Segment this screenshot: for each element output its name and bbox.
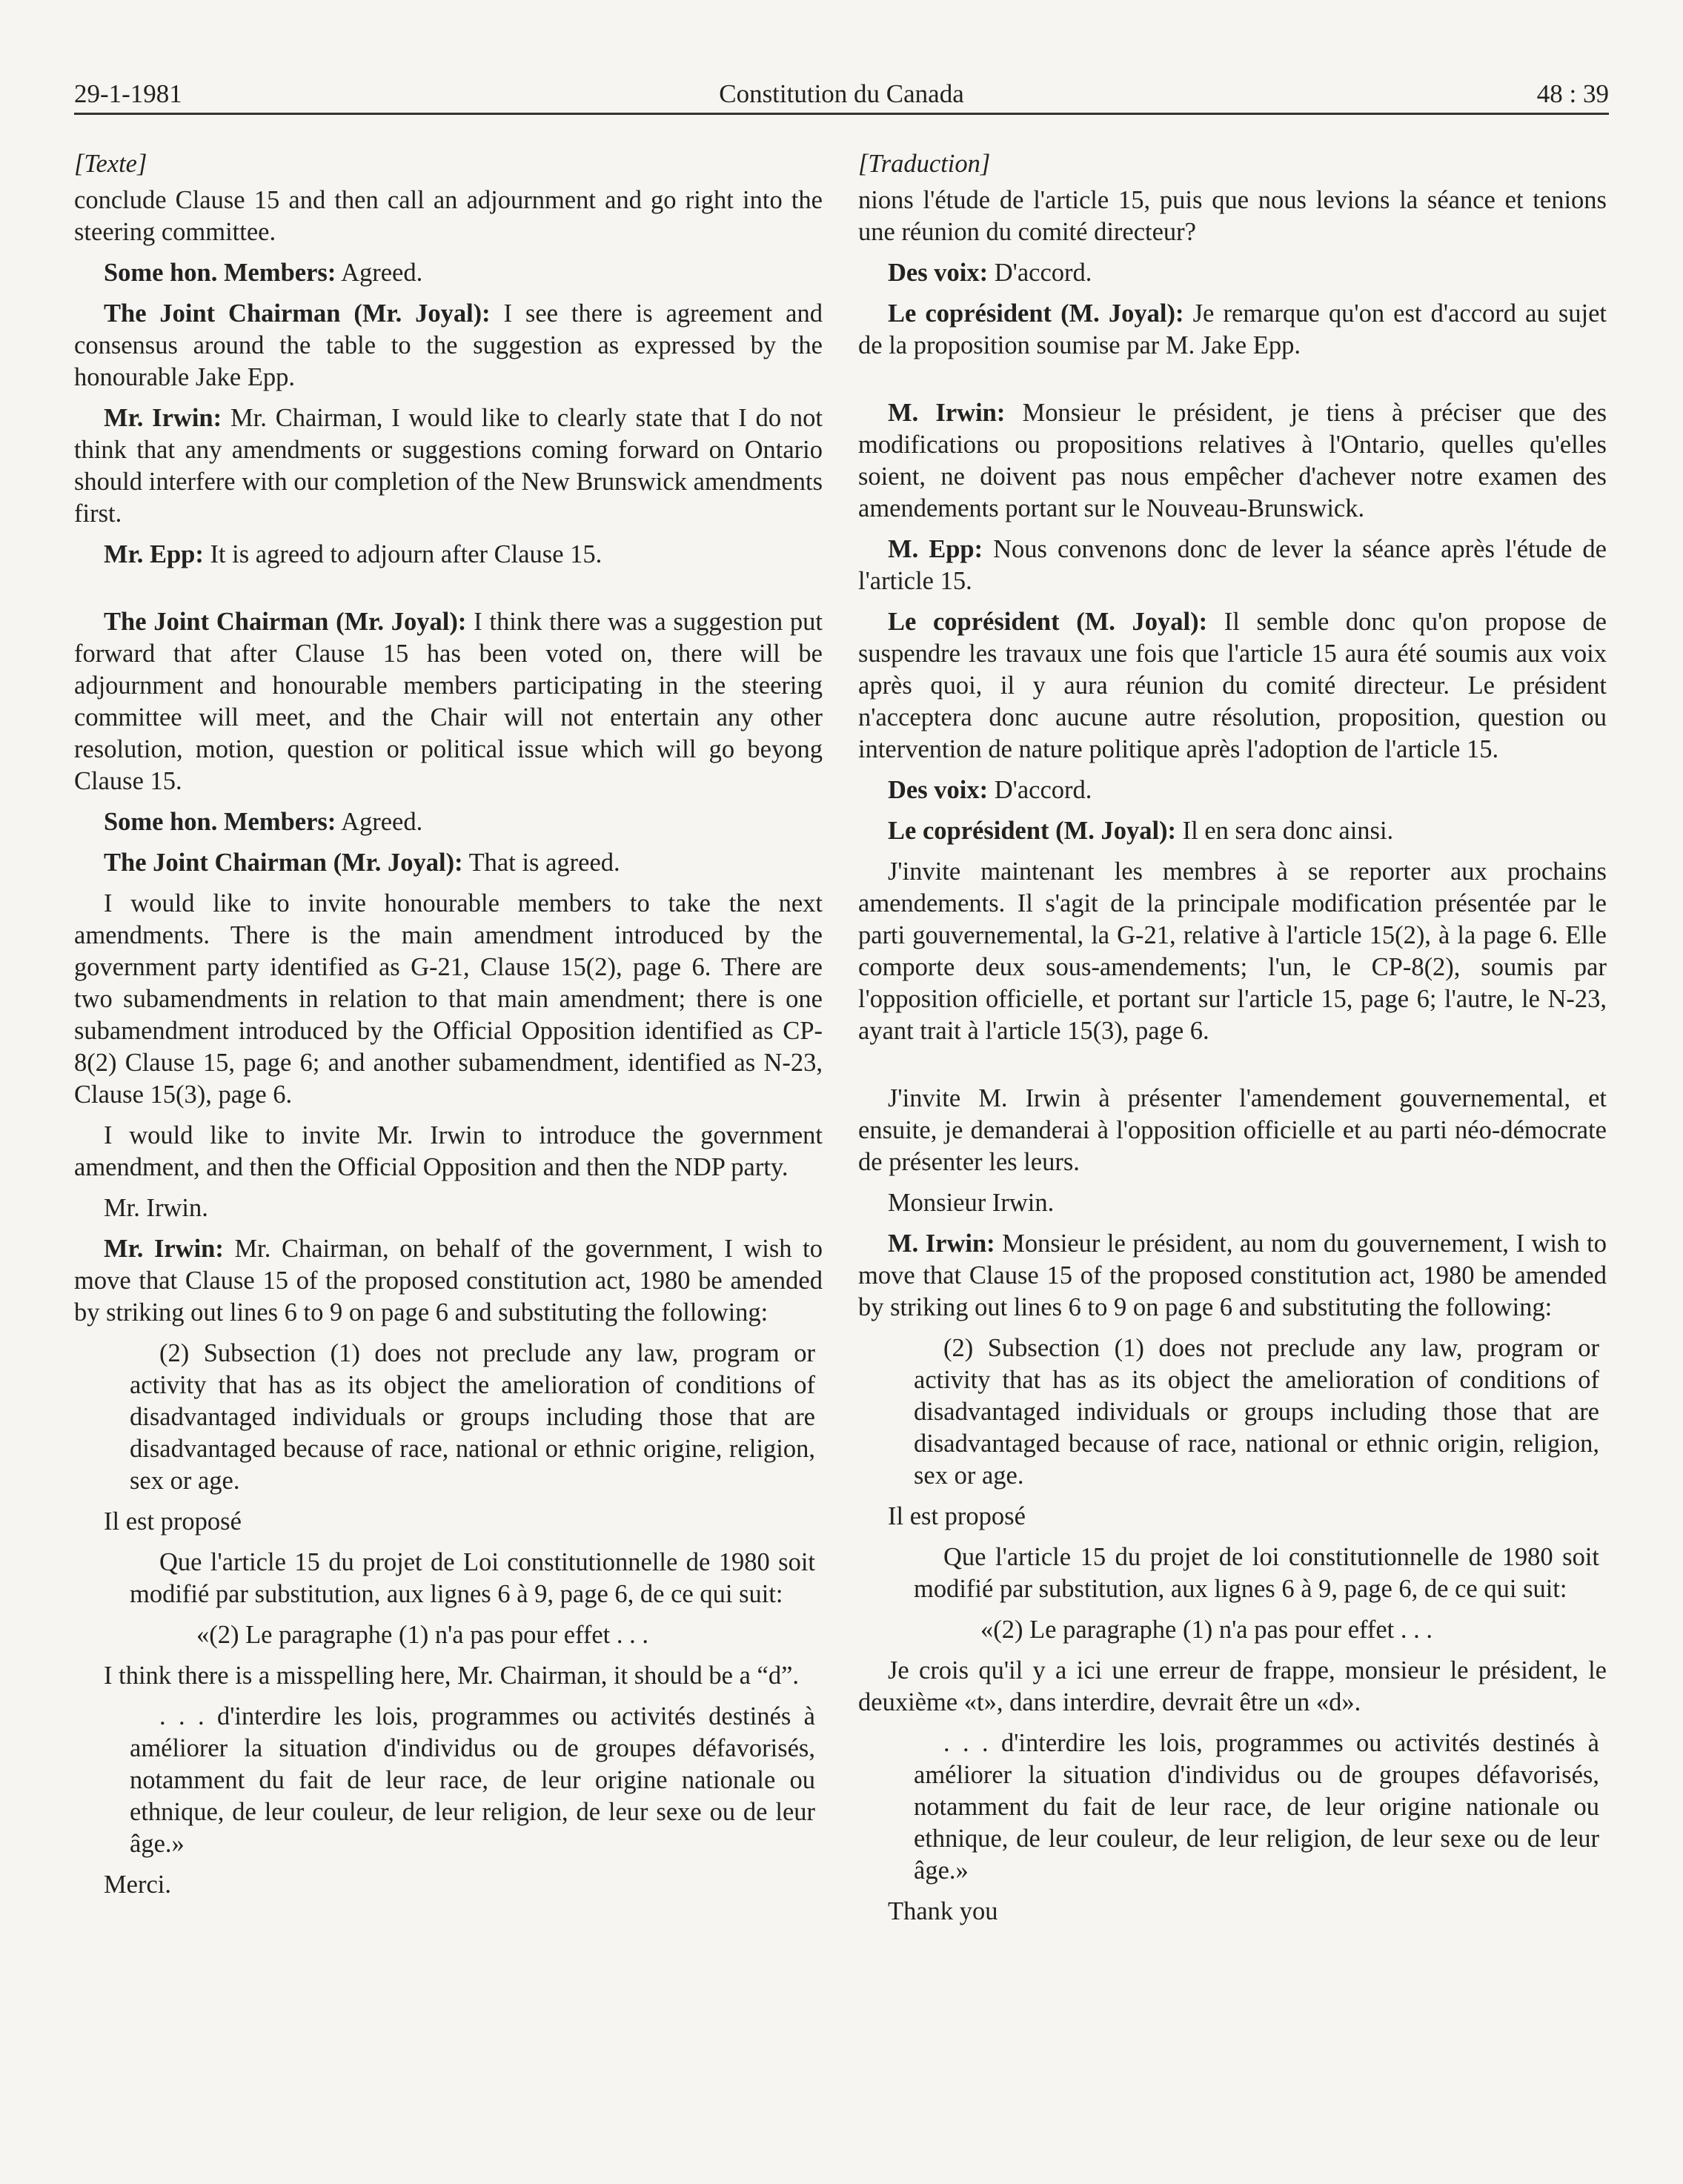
speaker: The Joint Chairman (Mr. Joyal): [104, 849, 463, 877]
speaker: Le coprésident (M. Joyal): [888, 817, 1177, 845]
header-page-number: 48 : 39 [1536, 79, 1609, 108]
paragraph: J'invite M. Irwin à présenter l'amendement gouvernemental, et ensuite, je demanderai à l'opposition officielle et au parti néo-démocrate de présenter les leurs. [858, 1084, 1607, 1176]
speech: Monsieur le président, je tiens à préciser que des modifications ou propositions relatives à l'Ontario, quelles qu'elles soient, ne doivent pas nous empêcher d'achever notre examen des amendements portant sur le Nouveau-Brunswick. [858, 399, 1607, 522]
paragraph: conclude Clause 15 and then call an adjournment and go right into the steering committee. [74, 186, 823, 246]
quoted-text: . . . d'interdire les lois, programmes ou activités destinés à améliorer la situation d'individus ou de groupes défavorisés, notamment du fait de leur race, de leur origine nationale ou ethnique, de leur couleur, de leur religion, de leur sexe ou de leur âge.» [130, 1702, 815, 1858]
paragraph [74, 257, 823, 289]
quoted-subsection: «(2) Le paragraphe (1) n'a pas pour effet . . . [980, 1616, 1433, 1644]
paragraph [74, 806, 823, 838]
paragraph [858, 298, 1607, 362]
paragraph [858, 815, 1607, 847]
paragraph [74, 606, 823, 797]
paragraph: Mr. Irwin. [104, 1194, 208, 1222]
quoted-motion: Que l'article 15 du projet de Loi constitutionnelle de 1980 soit modifié par substitution, aux lignes 6 à 9, page 6, de ce qui suit: [130, 1548, 815, 1608]
paragraph [858, 606, 1607, 766]
english-column [74, 148, 823, 1910]
paragraph: Monsieur Irwin. [888, 1189, 1055, 1217]
paragraph: Il est proposé [104, 1507, 242, 1536]
speaker: Mr. Epp: [104, 540, 204, 568]
paragraph [858, 534, 1607, 597]
quoted-amendment: (2) Subsection (1) does not preclude any law, program or activity that has as its object the amelioration of conditions of disadvantaged individuals or groups including those that are disadvantaged because of race, national or ethnic origin, religion, sex or age. [914, 1334, 1599, 1490]
speech: D'accord. [988, 776, 1092, 804]
speaker: Some hon. Members: [104, 259, 336, 287]
quoted-subsection: «(2) Le paragraphe (1) n'a pas pour effet . . . [196, 1621, 649, 1649]
speech: I think there was a suggestion put forward that after Clause 15 has been voted on, there will be adjournment and honourable members participating in the steering committee will meet, and the Chair will not entertain any other resolution, motion, question or political issue which will go beyong Clause 15. [74, 608, 823, 795]
paragraph [858, 397, 1607, 525]
paragraph: Merci. [104, 1871, 172, 1899]
paragraph: I would like to invite honourable members to take the next amendments. There is the main amendment introduced by the government party identified as G-21, Clause 15(2), page 6. There are two subamendments in relation to that main amendment; there is one subamendment introduced by the Official Opposition identified as CP-8(2) Clause 15, page 6; and another subamendment, identified as N-23, Clause 15(3), page 6. [74, 889, 823, 1109]
paragraph [858, 774, 1607, 806]
speech: Monsieur le président, au nom du gouvernement, I wish to move that Clause 15 of the proposed constitution act, 1980 be amended by striking out lines 6 to 9 on page 6 and substituting the following: [858, 1229, 1607, 1321]
speech: Mr. Chairman, on behalf of the government, I wish to move that Clause 15 of the proposed constitution act, 1980 be amended by striking out lines 6 to 9 on page 6 and substituting the following: [74, 1235, 823, 1327]
paragraph [74, 1233, 823, 1329]
quoted-text: . . . d'interdire les lois, programmes ou activités destinés à améliorer la situation d'individus ou de groupes défavorisés, notamment du fait de leur race, de leur origine nationale ou ethnique, de leur couleur, de leur religion, de leur sexe ou de leur âge.» [914, 1729, 1599, 1885]
speaker: The Joint Chairman (Mr. Joyal): [104, 608, 467, 636]
column-label: [Texte] [74, 150, 147, 178]
paragraph: J'invite maintenant les membres à se reporter aux prochains amendements. Il s'agit de la principale modification présentée par le parti gouvernemental, la G-21, relative à l'article 15(2), à la page 6. Elle comporte deux sous-amendements; l'un, le CP-8(2), soumis par l'opposition officielle, et portant sur l'article 15, page 6; l'autre, le N-23, ayant trait à l'article 15(3), page 6. [858, 857, 1607, 1045]
speech: Il semble donc qu'on propose de suspendre les travaux une fois que l'article 15 aura été soumis aux voix après quoi, il y aura réunion du comité directeur. Le président n'acceptera donc aucune autre résolution, proposition, question ou intervention de nature politique après l'adoption de l'article 15. [858, 608, 1607, 763]
speaker: Des voix: [888, 776, 989, 804]
paragraph: I think there is a misspelling here, Mr. Chairman, it should be a “d”. [104, 1662, 800, 1690]
paragraph: Thank you [888, 1897, 998, 1925]
paragraph [74, 298, 823, 394]
speaker: Le coprésident (M. Joyal): [888, 608, 1208, 636]
paragraph: nions l'étude de l'article 15, puis que nous levions la séance et tenions une réunion du comité directeur? [858, 186, 1607, 246]
speaker: The Joint Chairman (Mr. Joyal): [104, 299, 491, 328]
speaker: Mr. Irwin: [104, 404, 222, 432]
paragraph [858, 257, 1607, 289]
header-title: Constitution du Canada [719, 79, 964, 108]
speaker: M. Epp: [888, 535, 983, 563]
paragraph: I would like to invite Mr. Irwin to introduce the government amendment, and then the Official Opposition and then the NDP party. [74, 1121, 823, 1181]
french-column [858, 148, 1607, 1936]
speech: It is agreed to adjourn after Clause 15. [203, 540, 603, 568]
paragraph [74, 847, 823, 879]
paragraph [74, 539, 823, 571]
speaker: Des voix: [888, 259, 989, 287]
speech: D'accord. [988, 259, 1092, 287]
speech: That is agreed. [462, 849, 620, 877]
speech: Agreed. [336, 259, 423, 287]
paragraph: Il est proposé [888, 1502, 1026, 1530]
speech: Je remarque qu'on est d'accord au sujet de la proposition soumise par M. Jake Epp. [858, 299, 1607, 359]
paragraph: Je crois qu'il y a ici une erreur de frappe, monsieur le président, le deuxième «t», dans interdire, devrait être un «d». [858, 1656, 1607, 1716]
quoted-motion: Que l'article 15 du projet de loi constitutionnelle de 1980 soit modifié par substitution, aux lignes 6 à 9, page 6, de ce qui suit: [914, 1543, 1599, 1603]
paragraph [858, 1228, 1607, 1324]
speaker: M. Irwin: [888, 1229, 995, 1258]
quoted-amendment: (2) Subsection (1) does not preclude any law, program or activity that has as its object the amelioration of conditions of disadvantaged individuals or groups including those that are disadvantaged because of race, national or ethnic origine, religion, sex or age. [130, 1339, 815, 1495]
speech: Mr. Chairman, I would like to clearly state that I do not think that any amendments or suggestions coming forward on Ontario should interfere with our completion of the New Brunswick amendments first. [74, 404, 823, 528]
paragraph [74, 402, 823, 530]
page-header [74, 76, 1609, 115]
speech: Agreed. [336, 808, 423, 836]
speech: Nous convenons donc de lever la séance après l'étude de l'article 15. [858, 535, 1607, 595]
speaker: Some hon. Members: [104, 808, 336, 836]
speaker: Mr. Irwin: [104, 1235, 224, 1263]
speech: Il en sera donc ainsi. [1176, 817, 1394, 845]
speaker: Le coprésident (M. Joyal): [888, 299, 1184, 328]
header-date: 29-1-1981 [74, 79, 182, 108]
column-label: [Traduction] [858, 150, 991, 178]
speech: I see there is agreement and consensus around the table to the suggestion as expressed by the honourable Jake Epp. [74, 299, 823, 391]
speaker: M. Irwin: [888, 399, 1006, 427]
